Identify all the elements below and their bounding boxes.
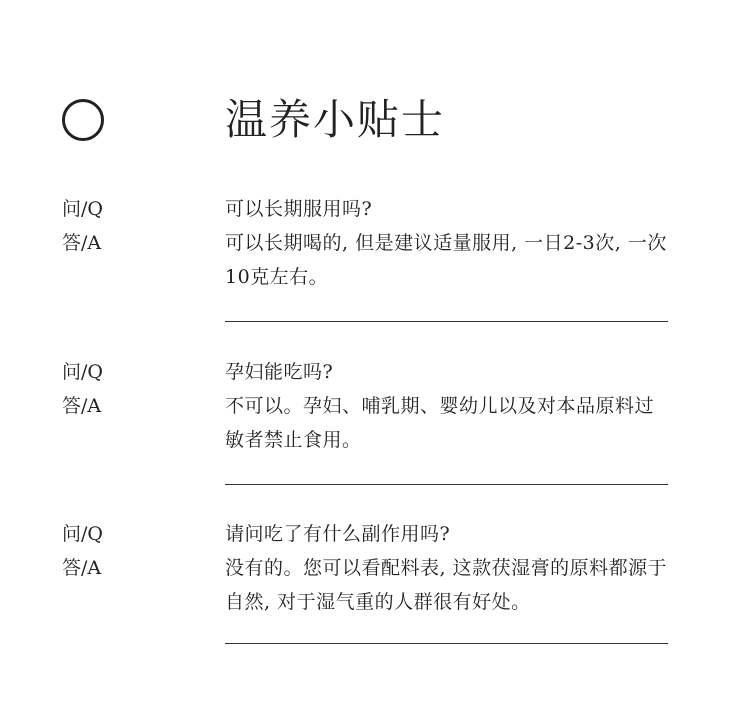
answer-text: 不可以。孕妇、哺乳期、婴幼儿以及对本品原料过敏者禁止食用。 bbox=[225, 395, 655, 451]
answer-label: 答/A bbox=[62, 232, 102, 254]
question-label: 问/Q bbox=[62, 523, 103, 545]
qa-labels bbox=[62, 355, 103, 423]
question-text: 请问吃了有什么副作用吗? bbox=[225, 523, 451, 545]
answer-label: 答/A bbox=[62, 557, 102, 579]
qa-labels bbox=[62, 192, 103, 260]
qa-content bbox=[225, 192, 671, 294]
answer-text: 可以长期喝的, 但是建议适量服用, 一日2-3次, 一次10克左右。 bbox=[225, 232, 667, 288]
qa-labels bbox=[62, 517, 103, 585]
divider bbox=[225, 321, 668, 322]
question-text: 可以长期服用吗? bbox=[225, 198, 373, 220]
divider bbox=[225, 484, 668, 485]
qa-content bbox=[225, 355, 671, 457]
circle-icon bbox=[62, 99, 104, 141]
qa-content bbox=[225, 517, 671, 619]
question-text: 孕妇能吃吗? bbox=[225, 361, 334, 383]
divider bbox=[225, 643, 668, 644]
question-label: 问/Q bbox=[62, 198, 103, 220]
question-label: 问/Q bbox=[62, 361, 103, 383]
page-title: 温养小贴士 bbox=[225, 95, 446, 144]
answer-text: 没有的。您可以看配料表, 这款茯湿膏的原料都源于自然, 对于湿气重的人群很有好处。 bbox=[225, 557, 668, 613]
answer-label: 答/A bbox=[62, 395, 102, 417]
